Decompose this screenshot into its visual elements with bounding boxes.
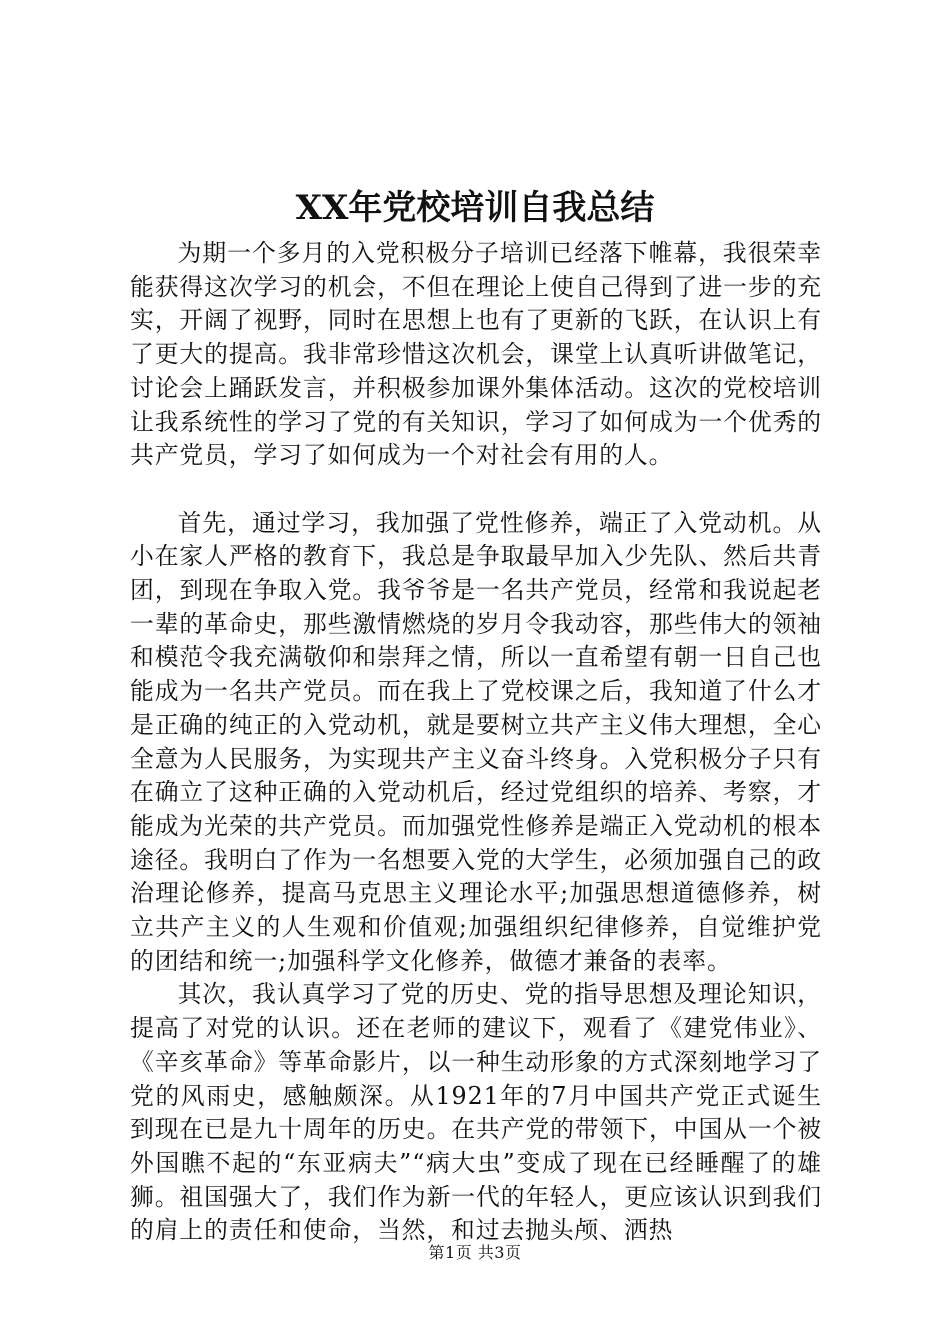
paragraph-first: 首先，通过学习，我加强了党性修养，端正了入党动机。从小在家人严格的教育下，我总是争取最早加入少先队、然后共青团，到现在争取入党。我爷爷是一名共产党员，经常和我说起老一辈的革命史，那些激情燃烧的岁月令我动容，那些伟大的领袖和模范令我充满敬仰和崇拜之情，所以一直希望有朝一日自己也能成为一名共产党员。而在我上了党校课之后，我知道了什么才是正确的纯正的入党动机，就是要树立共产主义伟大理想，全心全意为人民服务，为实现共产主义奋斗终身。入党积极分子只有在确立了这种正确的入党动机后，经过党组织的培养、考察，才能成为光荣的共产党员。而加强党性修养是端正入党动机的根本途径。我明白了作为一名想要入党的大学生，必须加强自己的政治理论修养，提高马克思主义理论水平;加强思想道德修养，树立共产主义的人生观和价值观;加强组织纪律修养，自觉维护党的团结和统一;加强科学文化修养，做德才兼备的表率。: [130, 508, 822, 975]
paragraph-second: 其次，我认真学习了党的历史、党的指导思想及理论知识，提高了对党的认识。还在老师的建议下，观看了《建党伟业》、《辛亥革命》等革命影片，以一种生动形象的方式深刻地学习了党的风雨史，感触颇深。从1921年的7月中国共产党正式诞生到现在已是九十周年的历史。在共产党的带领下，中国从一个被外国瞧不起的“东亚病夫”“病大虫”变成了现在已经睡醒了的雄狮。祖国强大了，我们作为新一代的年轻人，更应该认识到我们的肩上的责任和使命，当然，和过去抛头颅、洒热: [130, 980, 822, 1245]
document-title: XX年党校培训自我总结: [295, 188, 655, 228]
paragraph-intro: 为期一个多月的入党积极分子培训已经落下帷幕，我很荣幸能获得这次学习的机会，不但在理论上使自己得到了进一步的充实，开阔了视野，同时在思想上也有了更新的飞跃，在认识上有了更大的提高。我非常珍惜这次机会，课堂上认真听讲做笔记，讨论会上踊跃发言，并积极参加课外集体活动。这次的党校培训让我系统性的学习了党的有关知识，学习了如何成为一个优秀的共产党员，学习了如何成为一个对社会有用的人。: [130, 239, 822, 470]
document-body: [130, 237, 822, 1248]
page-footer: 第1页 共3页: [428, 1243, 522, 1262]
